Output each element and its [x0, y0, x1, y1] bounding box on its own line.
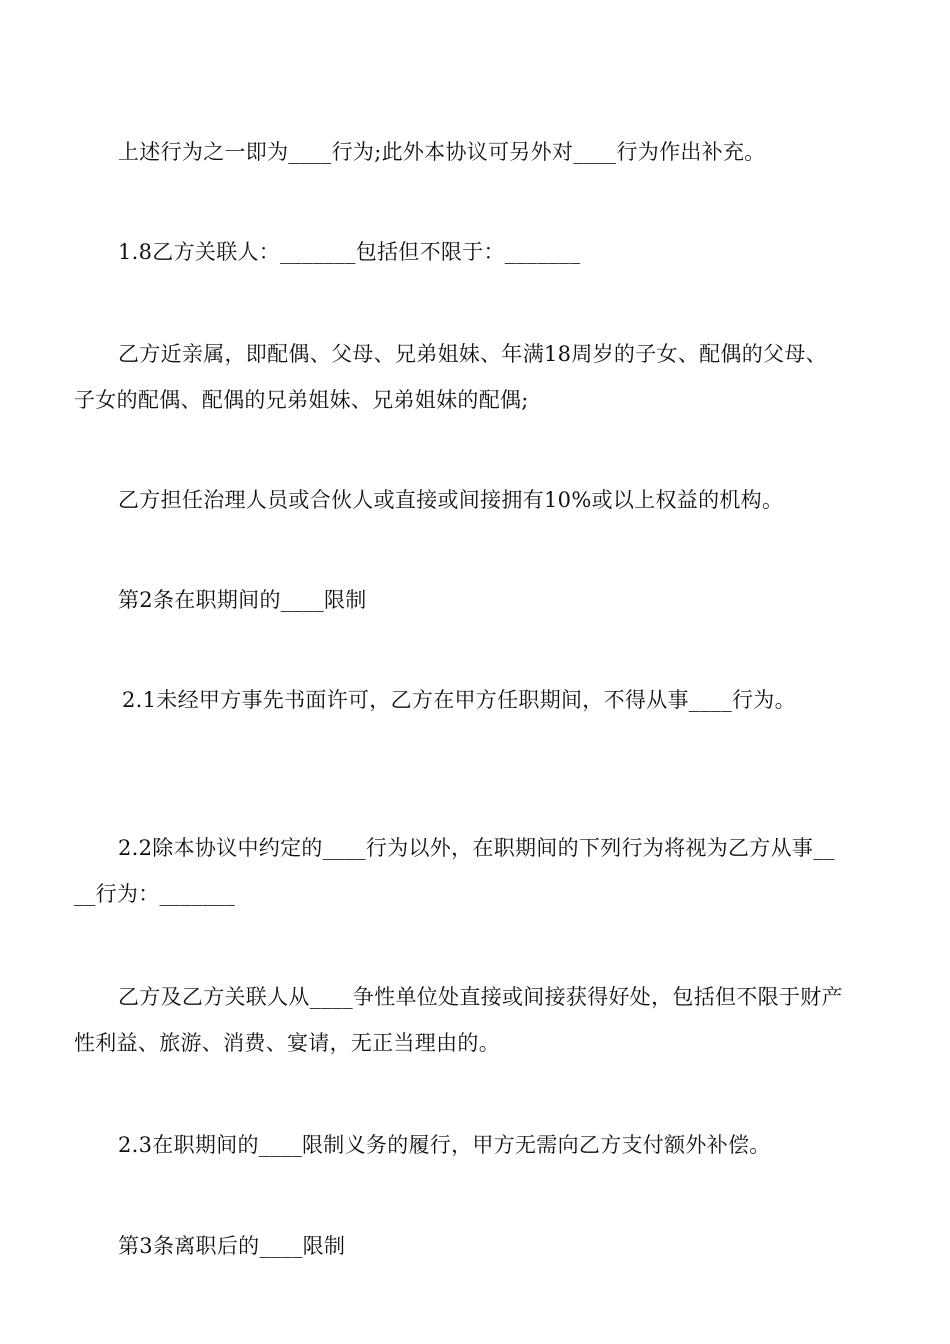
- paragraph-line: __行为：_______: [74, 882, 236, 906]
- section-heading: 第3条离职后的____限制: [118, 1234, 346, 1258]
- paragraph-line: 2.1未经甲方事先书面许可，乙方在甲方任职期间，不得从事____行为。: [122, 688, 796, 712]
- paragraph-line: 乙方及乙方关联人从____争性单位处直接或间接获得好处，包括但不限于财产: [118, 985, 843, 1009]
- paragraph-line: 乙方近亲属，即配偶、父母、兄弟姐妹、年满18周岁的子女、配偶的父母、: [118, 342, 827, 366]
- paragraph-line: 上述行为之一即为____行为;此外本协议可另外对____行为作出补充。: [118, 140, 766, 164]
- paragraph-line: 乙方担任治理人员或合伙人或直接或间接拥有10%或以上权益的机构。: [118, 488, 784, 512]
- paragraph-line: 子女的配偶、配偶的兄弟姐妹、兄弟姐妹的配偶;: [74, 388, 529, 412]
- paragraph-line: 性利益、旅游、消费、宴请，无正当理由的。: [74, 1031, 500, 1055]
- section-heading: 第2条在职期间的____限制: [118, 588, 367, 612]
- paragraph-line: 1.8乙方关联人：_______包括但不限于：_______: [118, 240, 581, 264]
- paragraph-line: 2.3在职期间的____限制义务的履行，甲方无需向乙方支付额外补偿。: [118, 1133, 771, 1157]
- paragraph-line: 2.2除本协议中约定的____行为以外，在职期间的下列行为将视为乙方从事__: [118, 836, 835, 860]
